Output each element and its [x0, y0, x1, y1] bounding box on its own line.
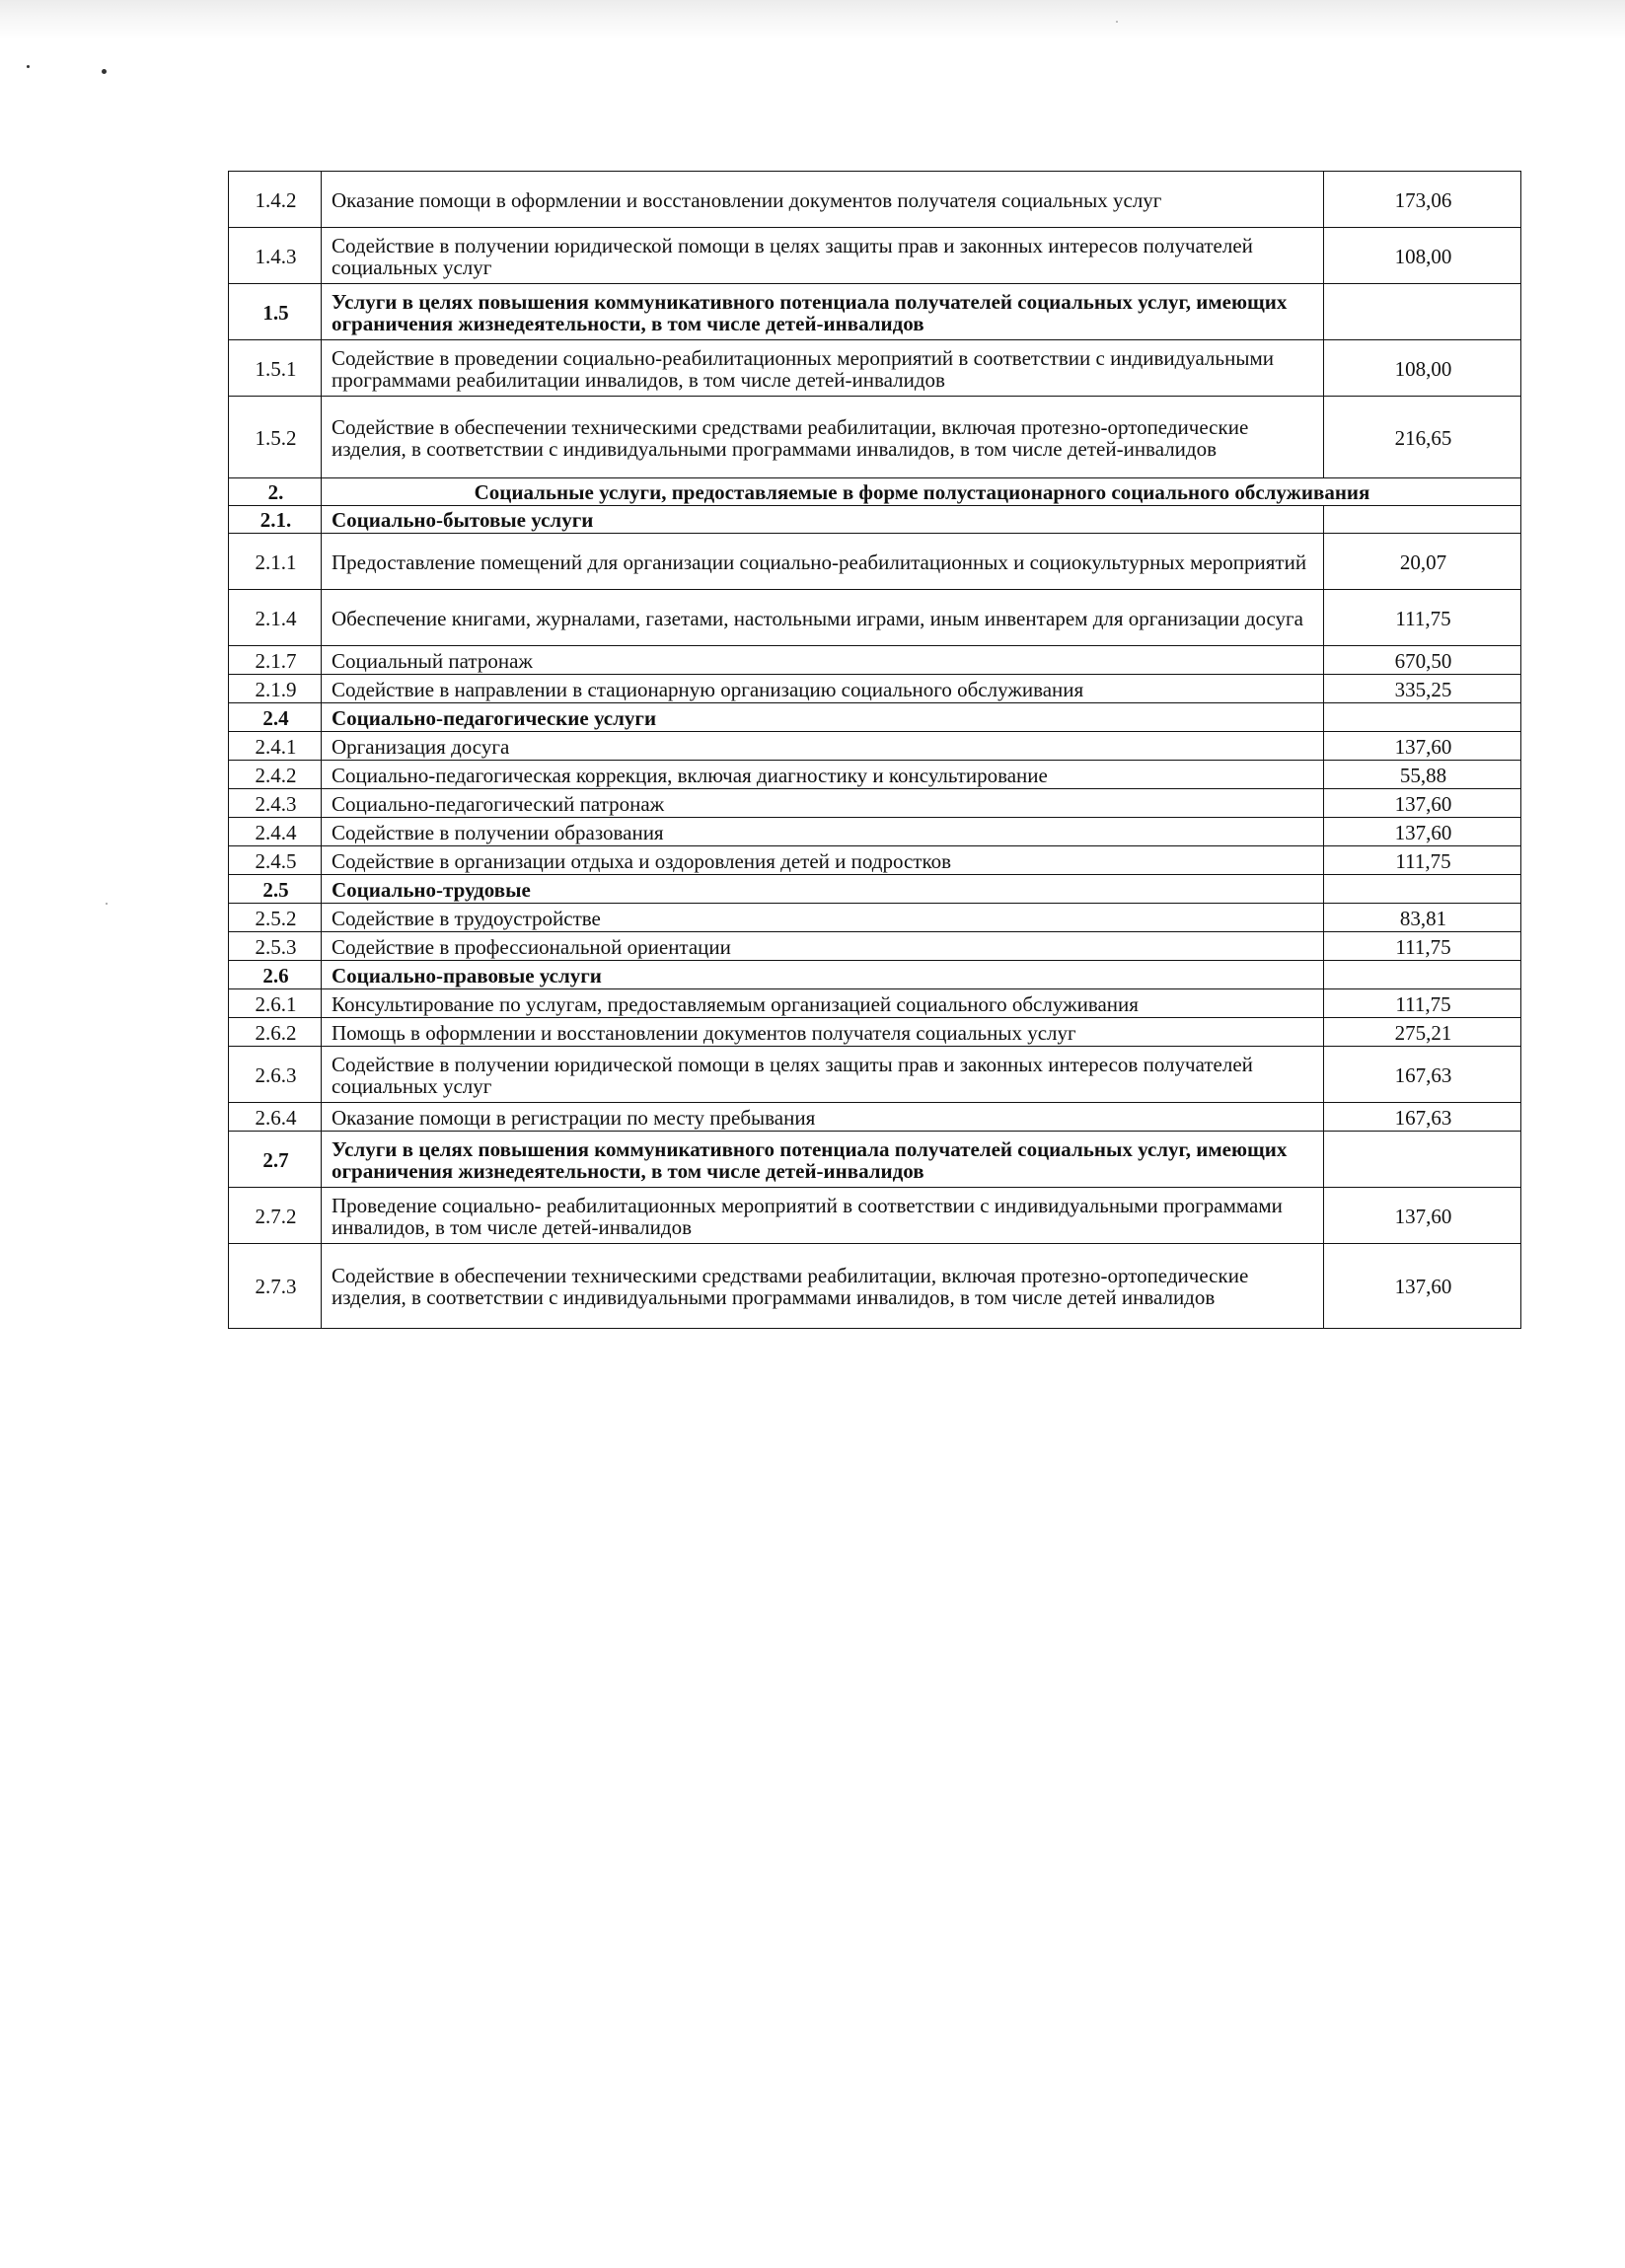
service-price: 55,88 [1324, 761, 1521, 789]
section-number: 2.7 [229, 1132, 322, 1188]
service-price: 216,65 [1324, 397, 1521, 478]
service-name: Оказание помощи в оформлении и восстановлении документов получателя социальных услуг [322, 172, 1324, 228]
section-price [1324, 875, 1521, 904]
service-name: Содействие в обеспечении техническими средствами реабилитации, включая протезно-ортопедические изделия, в соответствии с индивидуальными программами инвалидов, в том числе детей инвалидов [322, 1244, 1324, 1329]
table-row [229, 761, 1521, 789]
section-row [229, 1132, 1521, 1188]
service-name: Обеспечение книгами, журналами, газетами, настольными играми, иным инвентарем для организации досуга [322, 590, 1324, 646]
service-price: 173,06 [1324, 172, 1521, 228]
service-price: 137,60 [1324, 1188, 1521, 1244]
service-price: 111,75 [1324, 932, 1521, 961]
service-name: Социально-педагогическая коррекция, включая диагностику и консультирование [322, 761, 1324, 789]
table-row [229, 397, 1521, 478]
section-title: Услуги в целях повышения коммуникативного потенциала получателей социальных услуг, имеющих ограничения жизнедеятельности, в том числе детей-инвалидов [322, 284, 1324, 340]
table-row [229, 932, 1521, 961]
service-name: Помощь в оформлении и восстановлении документов получателя социальных услуг [322, 1018, 1324, 1047]
service-price: 137,60 [1324, 789, 1521, 818]
section-price [1324, 1132, 1521, 1188]
chapter-number: 2. [229, 478, 322, 506]
service-price: 108,00 [1324, 228, 1521, 284]
table-row [229, 1103, 1521, 1132]
section-number: 2.4 [229, 703, 322, 732]
section-row [229, 506, 1521, 534]
service-number: 2.7.3 [229, 1244, 322, 1329]
section-number: 2.6 [229, 961, 322, 989]
section-price [1324, 703, 1521, 732]
service-name: Содействие в профессиональной ориентации [322, 932, 1324, 961]
table-row [229, 1188, 1521, 1244]
table-row [229, 846, 1521, 875]
service-number: 1.5.2 [229, 397, 322, 478]
table-row [229, 340, 1521, 397]
service-name: Содействие в проведении социально-реабилитационных мероприятий в соответствии с индивидуальными программами реабилитации инвалидов, в том числе детей-инвалидов [322, 340, 1324, 397]
section-row [229, 875, 1521, 904]
service-name: Организация досуга [322, 732, 1324, 761]
section-title: Социально-педагогические услуги [322, 703, 1324, 732]
service-number: 2.1.4 [229, 590, 322, 646]
table-row [229, 590, 1521, 646]
chapter-row [229, 478, 1521, 506]
service-number: 2.1.1 [229, 534, 322, 590]
service-price: 335,25 [1324, 675, 1521, 703]
section-row [229, 961, 1521, 989]
service-number: 2.1.7 [229, 646, 322, 675]
service-name: Содействие в получении образования [322, 818, 1324, 846]
service-number: 1.4.2 [229, 172, 322, 228]
service-name: Проведение социально- реабилитационных мероприятий в соответствии с индивидуальными программами инвалидов, в том числе детей-инвалидов [322, 1188, 1324, 1244]
table-row [229, 818, 1521, 846]
section-row [229, 703, 1521, 732]
section-row [229, 284, 1521, 340]
table-row [229, 1047, 1521, 1103]
service-number: 2.6.1 [229, 989, 322, 1018]
service-number: 2.7.2 [229, 1188, 322, 1244]
service-price: 83,81 [1324, 904, 1521, 932]
service-price: 137,60 [1324, 818, 1521, 846]
table-row [229, 1244, 1521, 1329]
service-number: 2.6.4 [229, 1103, 322, 1132]
table-row [229, 675, 1521, 703]
service-price: 111,75 [1324, 989, 1521, 1018]
service-number: 2.4.2 [229, 761, 322, 789]
scan-speck [1116, 21, 1118, 23]
table-row [229, 989, 1521, 1018]
service-price: 111,75 [1324, 846, 1521, 875]
services-price-table [228, 171, 1521, 1329]
section-number: 2.5 [229, 875, 322, 904]
service-price: 275,21 [1324, 1018, 1521, 1047]
service-number: 2.4.4 [229, 818, 322, 846]
service-number: 2.4.5 [229, 846, 322, 875]
service-price: 108,00 [1324, 340, 1521, 397]
section-title: Социально-трудовые [322, 875, 1324, 904]
service-name: Социальный патронаж [322, 646, 1324, 675]
service-number: 2.5.2 [229, 904, 322, 932]
service-number: 2.1.9 [229, 675, 322, 703]
service-name: Содействие в получении юридической помощи в целях защиты прав и законных интересов получателей социальных услуг [322, 1047, 1324, 1103]
service-name: Содействие в организации отдыха и оздоровления детей и подростков [322, 846, 1324, 875]
table-row [229, 228, 1521, 284]
scan-speck [106, 903, 108, 905]
service-number: 1.4.3 [229, 228, 322, 284]
table-row [229, 534, 1521, 590]
table-row [229, 789, 1521, 818]
table-row [229, 172, 1521, 228]
service-number: 1.5.1 [229, 340, 322, 397]
table-row [229, 904, 1521, 932]
service-price: 20,07 [1324, 534, 1521, 590]
service-name: Содействие в направлении в стационарную организацию социального обслуживания [322, 675, 1324, 703]
service-price: 167,63 [1324, 1047, 1521, 1103]
service-name: Содействие в обеспечении техническими средствами реабилитации, включая протезно-ортопедические изделия, в соответствии с индивидуальными программами инвалидов, в том числе детей-инвалидов [322, 397, 1324, 478]
service-price: 670,50 [1324, 646, 1521, 675]
section-price [1324, 961, 1521, 989]
service-number: 2.6.2 [229, 1018, 322, 1047]
section-title: Услуги в целях повышения коммуникативного потенциала получателей социальных услуг, имеющих ограничения жизнедеятельности, в том числе детей-инвалидов [322, 1132, 1324, 1188]
service-name: Оказание помощи в регистрации по месту пребывания [322, 1103, 1324, 1132]
service-name: Содействие в получении юридической помощи в целях защиты прав и законных интересов получателей социальных услуг [322, 228, 1324, 284]
service-name: Консультирование по услугам, предоставляемым организацией социального обслуживания [322, 989, 1324, 1018]
chapter-title: Социальные услуги, предоставляемые в форме полустационарного социального обслуживания [322, 478, 1521, 506]
service-number: 2.4.3 [229, 789, 322, 818]
service-number: 2.6.3 [229, 1047, 322, 1103]
service-number: 2.5.3 [229, 932, 322, 961]
table-row [229, 1018, 1521, 1047]
section-title: Социально-бытовые услуги [322, 506, 1324, 534]
section-title: Социально-правовые услуги [322, 961, 1324, 989]
service-name: Предоставление помещений для организации социально-реабилитационных и социокультурных мероприятий [322, 534, 1324, 590]
service-name: Содействие в трудоустройстве [322, 904, 1324, 932]
service-name: Социально-педагогический патронаж [322, 789, 1324, 818]
service-price: 167,63 [1324, 1103, 1521, 1132]
scan-speck [27, 65, 30, 68]
service-number: 2.4.1 [229, 732, 322, 761]
scan-edge-shading [0, 0, 1625, 39]
service-price: 111,75 [1324, 590, 1521, 646]
section-price [1324, 284, 1521, 340]
table-row [229, 646, 1521, 675]
table-row [229, 732, 1521, 761]
service-price: 137,60 [1324, 732, 1521, 761]
section-price [1324, 506, 1521, 534]
service-price: 137,60 [1324, 1244, 1521, 1329]
scan-speck [102, 69, 107, 74]
section-number: 1.5 [229, 284, 322, 340]
section-number: 2.1. [229, 506, 322, 534]
